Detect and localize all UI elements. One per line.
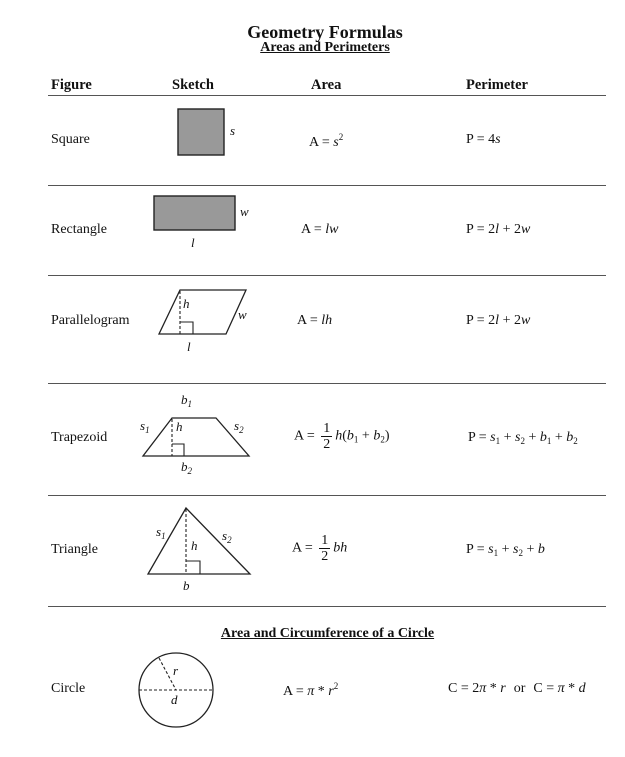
page-subtitle: Areas and Perimeters	[260, 40, 390, 55]
circle-section-title: Area and Circumference of a Circle	[220, 626, 435, 641]
figure-triangle: Triangle	[51, 542, 98, 557]
formula-prefix: A =	[294, 428, 319, 444]
triangle-s1-label: $s_1$	[156, 524, 166, 541]
circle-circumference-formula: C = 2π * r or C = π * d	[448, 681, 586, 696]
formula-var: w	[520, 222, 531, 237]
triangle-s2-label: $s_2$	[222, 528, 232, 545]
trapezoid-perimeter-formula: $P = s_1 + s_2 + b_1 + b_2$	[468, 430, 578, 446]
figure-parallelogram: Parallelogram	[51, 313, 130, 328]
formula-var: l	[495, 313, 500, 328]
parallelogram-area-formula	[297, 313, 332, 329]
page-title: Geometry Formulas	[247, 22, 403, 42]
formula-mid: + 2	[499, 222, 521, 237]
formula-expr: lh	[321, 313, 333, 328]
figure-circle: Circle	[51, 681, 86, 696]
right-angle-marker	[172, 444, 184, 456]
rectangle-sketch	[150, 192, 260, 252]
header-divider	[48, 95, 606, 96]
formula-exponent: 2	[338, 132, 344, 142]
parallelogram-width-label: w	[238, 307, 247, 322]
header-perimeter: Perimeter	[466, 77, 528, 93]
triangle-shape	[148, 508, 250, 574]
square-perimeter-formula	[466, 132, 501, 148]
circle-area-formula: $A = \pi * r^2$	[283, 681, 339, 699]
trapezoid-b2-label: $b_2$	[181, 459, 192, 476]
formula-var: s	[333, 135, 339, 150]
triangle-sketch	[140, 500, 260, 595]
right-angle-marker	[186, 561, 200, 574]
triangle-height-label: h	[191, 538, 198, 553]
row-divider	[48, 275, 606, 276]
circle-diameter-label: d	[171, 692, 178, 707]
trapezoid-s2-label: $s_2$	[234, 418, 244, 435]
rectangle-shape	[154, 196, 235, 230]
fraction-one-half: $\frac{1}{2}$	[323, 421, 331, 452]
rectangle-length-label: l	[191, 235, 195, 250]
square-sketch	[170, 105, 250, 160]
row-divider	[48, 185, 606, 186]
trapezoid-b1-label: $b_1$	[181, 392, 192, 409]
trapezoid-s1-label: $s_1$	[140, 418, 150, 435]
formula-prefix: P = 2	[466, 313, 496, 328]
trapezoid-area-formula: A = $\frac{1}{2}$ $h(b_1 + b_2)$	[294, 421, 390, 452]
rectangle-perimeter-formula	[466, 222, 530, 238]
right-angle-marker	[180, 322, 193, 334]
triangle-perimeter-formula: $P = s_1 + s_2 + b$	[466, 542, 545, 558]
parallelogram-shape	[159, 290, 246, 334]
circle-radius-label: r	[173, 663, 179, 678]
formula-prefix: A =	[301, 222, 326, 237]
row-divider	[48, 606, 606, 607]
formula-var: w	[520, 313, 531, 328]
header-area: Area	[311, 77, 342, 93]
square-shape	[178, 109, 224, 155]
formula-prefix: P = 2	[466, 222, 496, 237]
formula-prefix: A =	[297, 313, 322, 328]
formula-expr: lw	[325, 222, 339, 237]
figure-rectangle: Rectangle	[51, 222, 107, 237]
formula-mid: + 2	[499, 313, 521, 328]
header-sketch: Sketch	[172, 77, 214, 93]
trapezoid-sketch	[136, 388, 266, 478]
triangle-area-formula: A = $\frac{1}{2}$ bh	[292, 533, 348, 564]
circle-sketch	[133, 650, 219, 732]
figure-trapezoid: Trapezoid	[51, 430, 108, 445]
header-figure: Figure	[51, 77, 92, 93]
triangle-base-label: b	[183, 578, 190, 593]
formula-prefix: A =	[309, 135, 334, 150]
rectangle-width-label: w	[240, 204, 249, 219]
formula-var: s	[495, 132, 501, 147]
trapezoid-height-label: h	[176, 419, 183, 434]
fraction-one-half: $\frac{1}{2}$	[321, 533, 329, 564]
parallelogram-height-label: h	[183, 296, 190, 311]
parallelogram-perimeter-formula	[466, 313, 530, 329]
parallelogram-length-label: l	[187, 339, 191, 354]
parallelogram-sketch	[150, 285, 260, 355]
square-side-label: s	[230, 123, 236, 138]
rectangle-area-formula	[301, 222, 338, 238]
figure-square: Square	[51, 132, 90, 147]
formula-prefix: P = 4	[466, 132, 496, 147]
formula-var: l	[495, 222, 500, 237]
row-divider	[48, 495, 606, 496]
row-divider	[48, 383, 606, 384]
square-area-formula	[309, 132, 343, 151]
